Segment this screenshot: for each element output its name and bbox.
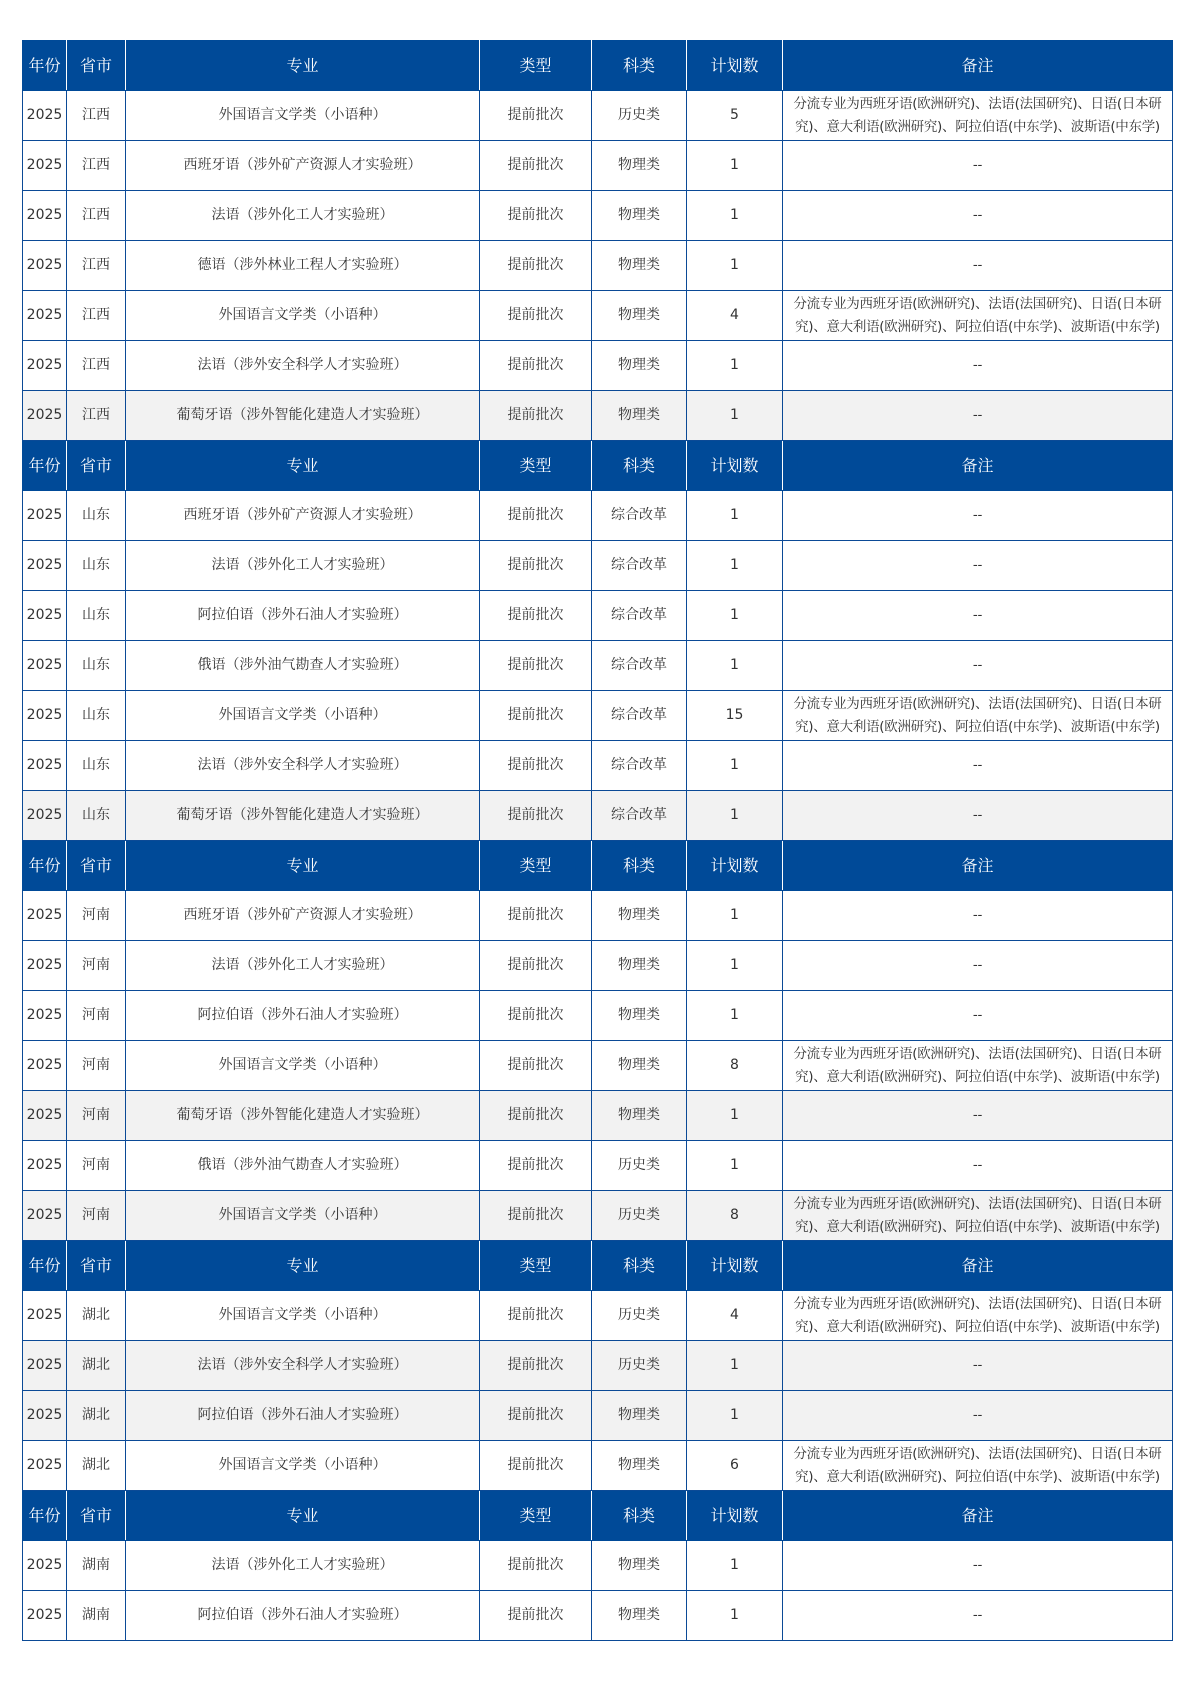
- table-row: [23, 691, 1173, 741]
- header-major: 专业: [126, 41, 480, 91]
- cell-type: 提前批次: [480, 641, 592, 691]
- header-remarks: 备注: [783, 1491, 1173, 1541]
- cell-major: 外国语言文学类（小语种）: [126, 1291, 480, 1341]
- cell-remarks: --: [783, 791, 1173, 841]
- table-row: [23, 1141, 1173, 1191]
- cell-plan-count: 1: [687, 591, 783, 641]
- header-remarks: 备注: [783, 1241, 1173, 1291]
- cell-remarks: --: [783, 891, 1173, 941]
- table-row: [23, 941, 1173, 991]
- cell-plan-count: 1: [687, 341, 783, 391]
- cell-type: 提前批次: [480, 491, 592, 541]
- cell-major: 法语（涉外化工人才实验班）: [126, 1541, 480, 1591]
- cell-plan-count: 1: [687, 541, 783, 591]
- cell-major: 外国语言文学类（小语种）: [126, 1441, 480, 1491]
- cell-province: 山东: [67, 591, 126, 641]
- cell-type: 提前批次: [480, 1441, 592, 1491]
- cell-type: 提前批次: [480, 1091, 592, 1141]
- cell-province: 山东: [67, 791, 126, 841]
- cell-remarks: --: [783, 241, 1173, 291]
- cell-major: 法语（涉外安全科学人才实验班）: [126, 1341, 480, 1391]
- table-header-row-1: [23, 441, 1173, 491]
- table-row: [23, 491, 1173, 541]
- cell-subject: 历史类: [592, 1191, 687, 1241]
- cell-province: 湖北: [67, 1291, 126, 1341]
- cell-major: 西班牙语（涉外矿产资源人才实验班）: [126, 491, 480, 541]
- cell-remarks: --: [783, 391, 1173, 441]
- cell-province: 江西: [67, 391, 126, 441]
- cell-year: 2025: [23, 391, 67, 441]
- cell-major: 葡萄牙语（涉外智能化建造人才实验班）: [126, 1091, 480, 1141]
- cell-type: 提前批次: [480, 1291, 592, 1341]
- cell-subject: 历史类: [592, 1141, 687, 1191]
- header-subject: 科类: [592, 41, 687, 91]
- cell-type: 提前批次: [480, 1541, 592, 1591]
- table-header-row-2: [23, 841, 1173, 891]
- cell-province: 河南: [67, 991, 126, 1041]
- cell-province: 湖北: [67, 1341, 126, 1391]
- cell-type: 提前批次: [480, 1041, 592, 1091]
- cell-year: 2025: [23, 791, 67, 841]
- cell-subject: 物理类: [592, 1541, 687, 1591]
- table-row: [23, 1041, 1173, 1091]
- cell-remarks: 分流专业为西班牙语(欧洲研究)、法语(法国研究)、日语(日本研究)、意大利语(欧洲研究)、阿拉伯语(中东学)、波斯语(中东学): [783, 1291, 1173, 1341]
- cell-subject: 物理类: [592, 191, 687, 241]
- cell-subject: 历史类: [592, 1291, 687, 1341]
- table-row: [23, 241, 1173, 291]
- table-row: [23, 1091, 1173, 1141]
- cell-year: 2025: [23, 1191, 67, 1241]
- cell-remarks: --: [783, 491, 1173, 541]
- cell-province: 河南: [67, 1091, 126, 1141]
- table-row: [23, 391, 1173, 441]
- cell-remarks: 分流专业为西班牙语(欧洲研究)、法语(法国研究)、日语(日本研究)、意大利语(欧洲研究)、阿拉伯语(中东学)、波斯语(中东学): [783, 91, 1173, 141]
- cell-remarks: 分流专业为西班牙语(欧洲研究)、法语(法国研究)、日语(日本研究)、意大利语(欧洲研究)、阿拉伯语(中东学)、波斯语(中东学): [783, 291, 1173, 341]
- cell-subject: 历史类: [592, 1341, 687, 1391]
- cell-major: 葡萄牙语（涉外智能化建造人才实验班）: [126, 391, 480, 441]
- header-year: 年份: [23, 1491, 67, 1541]
- cell-subject: 物理类: [592, 341, 687, 391]
- cell-remarks: 分流专业为西班牙语(欧洲研究)、法语(法国研究)、日语(日本研究)、意大利语(欧洲研究)、阿拉伯语(中东学)、波斯语(中东学): [783, 1191, 1173, 1241]
- cell-year: 2025: [23, 991, 67, 1041]
- cell-major: 法语（涉外化工人才实验班）: [126, 191, 480, 241]
- header-year: 年份: [23, 841, 67, 891]
- cell-plan-count: 6: [687, 1441, 783, 1491]
- cell-subject: 综合改革: [592, 691, 687, 741]
- header-province: 省市: [67, 841, 126, 891]
- cell-subject: 综合改革: [592, 791, 687, 841]
- cell-type: 提前批次: [480, 691, 592, 741]
- cell-major: 外国语言文学类（小语种）: [126, 91, 480, 141]
- cell-subject: 物理类: [592, 241, 687, 291]
- cell-year: 2025: [23, 741, 67, 791]
- cell-major: 阿拉伯语（涉外石油人才实验班）: [126, 991, 480, 1041]
- cell-major: 葡萄牙语（涉外智能化建造人才实验班）: [126, 791, 480, 841]
- cell-major: 阿拉伯语（涉外石油人才实验班）: [126, 1391, 480, 1441]
- cell-province: 江西: [67, 241, 126, 291]
- cell-plan-count: 1: [687, 191, 783, 241]
- cell-subject: 物理类: [592, 1441, 687, 1491]
- header-province: 省市: [67, 41, 126, 91]
- cell-major: 外国语言文学类（小语种）: [126, 691, 480, 741]
- header-subject: 科类: [592, 1491, 687, 1541]
- cell-year: 2025: [23, 1441, 67, 1491]
- cell-subject: 综合改革: [592, 641, 687, 691]
- header-plan-count: 计划数: [687, 441, 783, 491]
- cell-plan-count: 1: [687, 1541, 783, 1591]
- cell-subject: 历史类: [592, 91, 687, 141]
- cell-subject: 综合改革: [592, 491, 687, 541]
- header-major: 专业: [126, 441, 480, 491]
- cell-subject: 物理类: [592, 991, 687, 1041]
- header-major: 专业: [126, 1241, 480, 1291]
- cell-major: 俄语（涉外油气勘查人才实验班）: [126, 1141, 480, 1191]
- table-header-row-3: [23, 1241, 1173, 1291]
- cell-major: 外国语言文学类（小语种）: [126, 291, 480, 341]
- cell-province: 江西: [67, 341, 126, 391]
- cell-subject: 物理类: [592, 291, 687, 341]
- table-row: [23, 991, 1173, 1041]
- cell-plan-count: 1: [687, 141, 783, 191]
- table-row: [23, 891, 1173, 941]
- cell-province: 江西: [67, 91, 126, 141]
- cell-province: 山东: [67, 741, 126, 791]
- cell-remarks: --: [783, 1391, 1173, 1441]
- cell-year: 2025: [23, 191, 67, 241]
- cell-year: 2025: [23, 1391, 67, 1441]
- table-row: [23, 341, 1173, 391]
- cell-type: 提前批次: [480, 241, 592, 291]
- cell-type: 提前批次: [480, 941, 592, 991]
- cell-remarks: 分流专业为西班牙语(欧洲研究)、法语(法国研究)、日语(日本研究)、意大利语(欧洲研究)、阿拉伯语(中东学)、波斯语(中东学): [783, 691, 1173, 741]
- cell-subject: 物理类: [592, 891, 687, 941]
- header-plan-count: 计划数: [687, 41, 783, 91]
- cell-year: 2025: [23, 141, 67, 191]
- header-province: 省市: [67, 441, 126, 491]
- cell-plan-count: 1: [687, 1391, 783, 1441]
- table-row: [23, 191, 1173, 241]
- cell-remarks: --: [783, 1341, 1173, 1391]
- cell-major: 外国语言文学类（小语种）: [126, 1191, 480, 1241]
- cell-type: 提前批次: [480, 291, 592, 341]
- cell-plan-count: 1: [687, 741, 783, 791]
- cell-type: 提前批次: [480, 191, 592, 241]
- cell-province: 湖北: [67, 1441, 126, 1491]
- cell-remarks: --: [783, 191, 1173, 241]
- header-remarks: 备注: [783, 841, 1173, 891]
- header-remarks: 备注: [783, 41, 1173, 91]
- cell-major: 外国语言文学类（小语种）: [126, 1041, 480, 1091]
- cell-remarks: --: [783, 541, 1173, 591]
- cell-remarks: 分流专业为西班牙语(欧洲研究)、法语(法国研究)、日语(日本研究)、意大利语(欧洲研究)、阿拉伯语(中东学)、波斯语(中东学): [783, 1441, 1173, 1491]
- cell-plan-count: 1: [687, 391, 783, 441]
- cell-type: 提前批次: [480, 141, 592, 191]
- cell-year: 2025: [23, 91, 67, 141]
- cell-province: 河南: [67, 1041, 126, 1091]
- cell-province: 河南: [67, 1191, 126, 1241]
- header-year: 年份: [23, 1241, 67, 1291]
- cell-remarks: --: [783, 641, 1173, 691]
- cell-subject: 物理类: [592, 941, 687, 991]
- cell-year: 2025: [23, 891, 67, 941]
- cell-province: 河南: [67, 1141, 126, 1191]
- table-row: [23, 1341, 1173, 1391]
- header-remarks: 备注: [783, 441, 1173, 491]
- cell-type: 提前批次: [480, 341, 592, 391]
- header-province: 省市: [67, 1241, 126, 1291]
- cell-major: 法语（涉外安全科学人才实验班）: [126, 741, 480, 791]
- header-type: 类型: [480, 1491, 592, 1541]
- header-major: 专业: [126, 1491, 480, 1541]
- cell-year: 2025: [23, 1591, 67, 1641]
- cell-major: 俄语（涉外油气勘查人才实验班）: [126, 641, 480, 691]
- cell-major: 西班牙语（涉外矿产资源人才实验班）: [126, 141, 480, 191]
- cell-subject: 综合改革: [592, 741, 687, 791]
- cell-subject: 物理类: [592, 1091, 687, 1141]
- cell-plan-count: 4: [687, 291, 783, 341]
- cell-major: 阿拉伯语（涉外石油人才实验班）: [126, 591, 480, 641]
- header-major: 专业: [126, 841, 480, 891]
- table-row: [23, 791, 1173, 841]
- cell-province: 山东: [67, 541, 126, 591]
- header-type: 类型: [480, 841, 592, 891]
- cell-major: 德语（涉外林业工程人才实验班）: [126, 241, 480, 291]
- table-row: [23, 141, 1173, 191]
- cell-subject: 物理类: [592, 1591, 687, 1641]
- header-plan-count: 计划数: [687, 841, 783, 891]
- cell-plan-count: 1: [687, 941, 783, 991]
- admission-plan-table: [22, 40, 1173, 1641]
- cell-type: 提前批次: [480, 991, 592, 1041]
- header-type: 类型: [480, 41, 592, 91]
- header-province: 省市: [67, 1491, 126, 1541]
- cell-plan-count: 1: [687, 241, 783, 291]
- table-body: [23, 41, 1173, 1641]
- table-row: [23, 1541, 1173, 1591]
- cell-province: 山东: [67, 691, 126, 741]
- table-row: [23, 1591, 1173, 1641]
- cell-province: 山东: [67, 641, 126, 691]
- cell-plan-count: 1: [687, 491, 783, 541]
- cell-plan-count: 1: [687, 1141, 783, 1191]
- table-row: [23, 541, 1173, 591]
- cell-type: 提前批次: [480, 891, 592, 941]
- cell-remarks: --: [783, 741, 1173, 791]
- cell-type: 提前批次: [480, 1591, 592, 1641]
- cell-year: 2025: [23, 941, 67, 991]
- cell-year: 2025: [23, 641, 67, 691]
- cell-plan-count: 5: [687, 91, 783, 141]
- cell-province: 河南: [67, 891, 126, 941]
- cell-type: 提前批次: [480, 591, 592, 641]
- table-row: [23, 1191, 1173, 1241]
- cell-year: 2025: [23, 1091, 67, 1141]
- cell-plan-count: 8: [687, 1191, 783, 1241]
- cell-type: 提前批次: [480, 1341, 592, 1391]
- cell-remarks: --: [783, 1541, 1173, 1591]
- header-subject: 科类: [592, 841, 687, 891]
- cell-remarks: --: [783, 1091, 1173, 1141]
- cell-plan-count: 8: [687, 1041, 783, 1091]
- cell-subject: 物理类: [592, 1391, 687, 1441]
- cell-subject: 物理类: [592, 141, 687, 191]
- cell-year: 2025: [23, 691, 67, 741]
- cell-subject: 综合改革: [592, 541, 687, 591]
- cell-type: 提前批次: [480, 91, 592, 141]
- table-row: [23, 591, 1173, 641]
- cell-province: 江西: [67, 291, 126, 341]
- cell-year: 2025: [23, 1541, 67, 1591]
- table-row: [23, 91, 1173, 141]
- cell-remarks: --: [783, 591, 1173, 641]
- cell-remarks: --: [783, 941, 1173, 991]
- cell-year: 2025: [23, 1291, 67, 1341]
- cell-type: 提前批次: [480, 541, 592, 591]
- cell-year: 2025: [23, 1341, 67, 1391]
- header-type: 类型: [480, 441, 592, 491]
- cell-province: 河南: [67, 941, 126, 991]
- cell-plan-count: 15: [687, 691, 783, 741]
- header-year: 年份: [23, 441, 67, 491]
- cell-major: 法语（涉外化工人才实验班）: [126, 941, 480, 991]
- cell-plan-count: 1: [687, 641, 783, 691]
- table-header-row-4: [23, 1491, 1173, 1541]
- cell-major: 西班牙语（涉外矿产资源人才实验班）: [126, 891, 480, 941]
- cell-province: 湖北: [67, 1391, 126, 1441]
- cell-plan-count: 1: [687, 991, 783, 1041]
- cell-remarks: --: [783, 1141, 1173, 1191]
- cell-remarks: --: [783, 1591, 1173, 1641]
- header-subject: 科类: [592, 441, 687, 491]
- header-year: 年份: [23, 41, 67, 91]
- cell-type: 提前批次: [480, 1391, 592, 1441]
- cell-major: 法语（涉外化工人才实验班）: [126, 541, 480, 591]
- cell-year: 2025: [23, 1041, 67, 1091]
- header-subject: 科类: [592, 1241, 687, 1291]
- cell-province: 江西: [67, 141, 126, 191]
- cell-plan-count: 1: [687, 1341, 783, 1391]
- cell-province: 湖南: [67, 1591, 126, 1641]
- cell-year: 2025: [23, 241, 67, 291]
- table-row: [23, 1391, 1173, 1441]
- cell-year: 2025: [23, 591, 67, 641]
- cell-subject: 综合改革: [592, 591, 687, 641]
- cell-plan-count: 1: [687, 791, 783, 841]
- cell-year: 2025: [23, 291, 67, 341]
- cell-year: 2025: [23, 341, 67, 391]
- cell-type: 提前批次: [480, 1141, 592, 1191]
- cell-major: 法语（涉外安全科学人才实验班）: [126, 341, 480, 391]
- cell-major: 阿拉伯语（涉外石油人才实验班）: [126, 1591, 480, 1641]
- table-header-row-0: [23, 41, 1173, 91]
- cell-province: 湖南: [67, 1541, 126, 1591]
- table-row: [23, 641, 1173, 691]
- cell-subject: 物理类: [592, 391, 687, 441]
- cell-type: 提前批次: [480, 741, 592, 791]
- cell-remarks: --: [783, 141, 1173, 191]
- cell-type: 提前批次: [480, 791, 592, 841]
- cell-year: 2025: [23, 1141, 67, 1191]
- cell-type: 提前批次: [480, 1191, 592, 1241]
- table-row: [23, 1441, 1173, 1491]
- cell-plan-count: 1: [687, 1091, 783, 1141]
- header-plan-count: 计划数: [687, 1241, 783, 1291]
- header-plan-count: 计划数: [687, 1491, 783, 1541]
- table-row: [23, 1291, 1173, 1341]
- cell-subject: 物理类: [592, 1041, 687, 1091]
- cell-plan-count: 1: [687, 891, 783, 941]
- cell-remarks: 分流专业为西班牙语(欧洲研究)、法语(法国研究)、日语(日本研究)、意大利语(欧洲研究)、阿拉伯语(中东学)、波斯语(中东学): [783, 1041, 1173, 1091]
- cell-province: 山东: [67, 491, 126, 541]
- cell-remarks: --: [783, 341, 1173, 391]
- cell-plan-count: 1: [687, 1591, 783, 1641]
- cell-year: 2025: [23, 541, 67, 591]
- cell-province: 江西: [67, 191, 126, 241]
- table-row: [23, 741, 1173, 791]
- table-row: [23, 291, 1173, 341]
- header-type: 类型: [480, 1241, 592, 1291]
- cell-year: 2025: [23, 491, 67, 541]
- cell-type: 提前批次: [480, 391, 592, 441]
- cell-plan-count: 4: [687, 1291, 783, 1341]
- cell-remarks: --: [783, 991, 1173, 1041]
